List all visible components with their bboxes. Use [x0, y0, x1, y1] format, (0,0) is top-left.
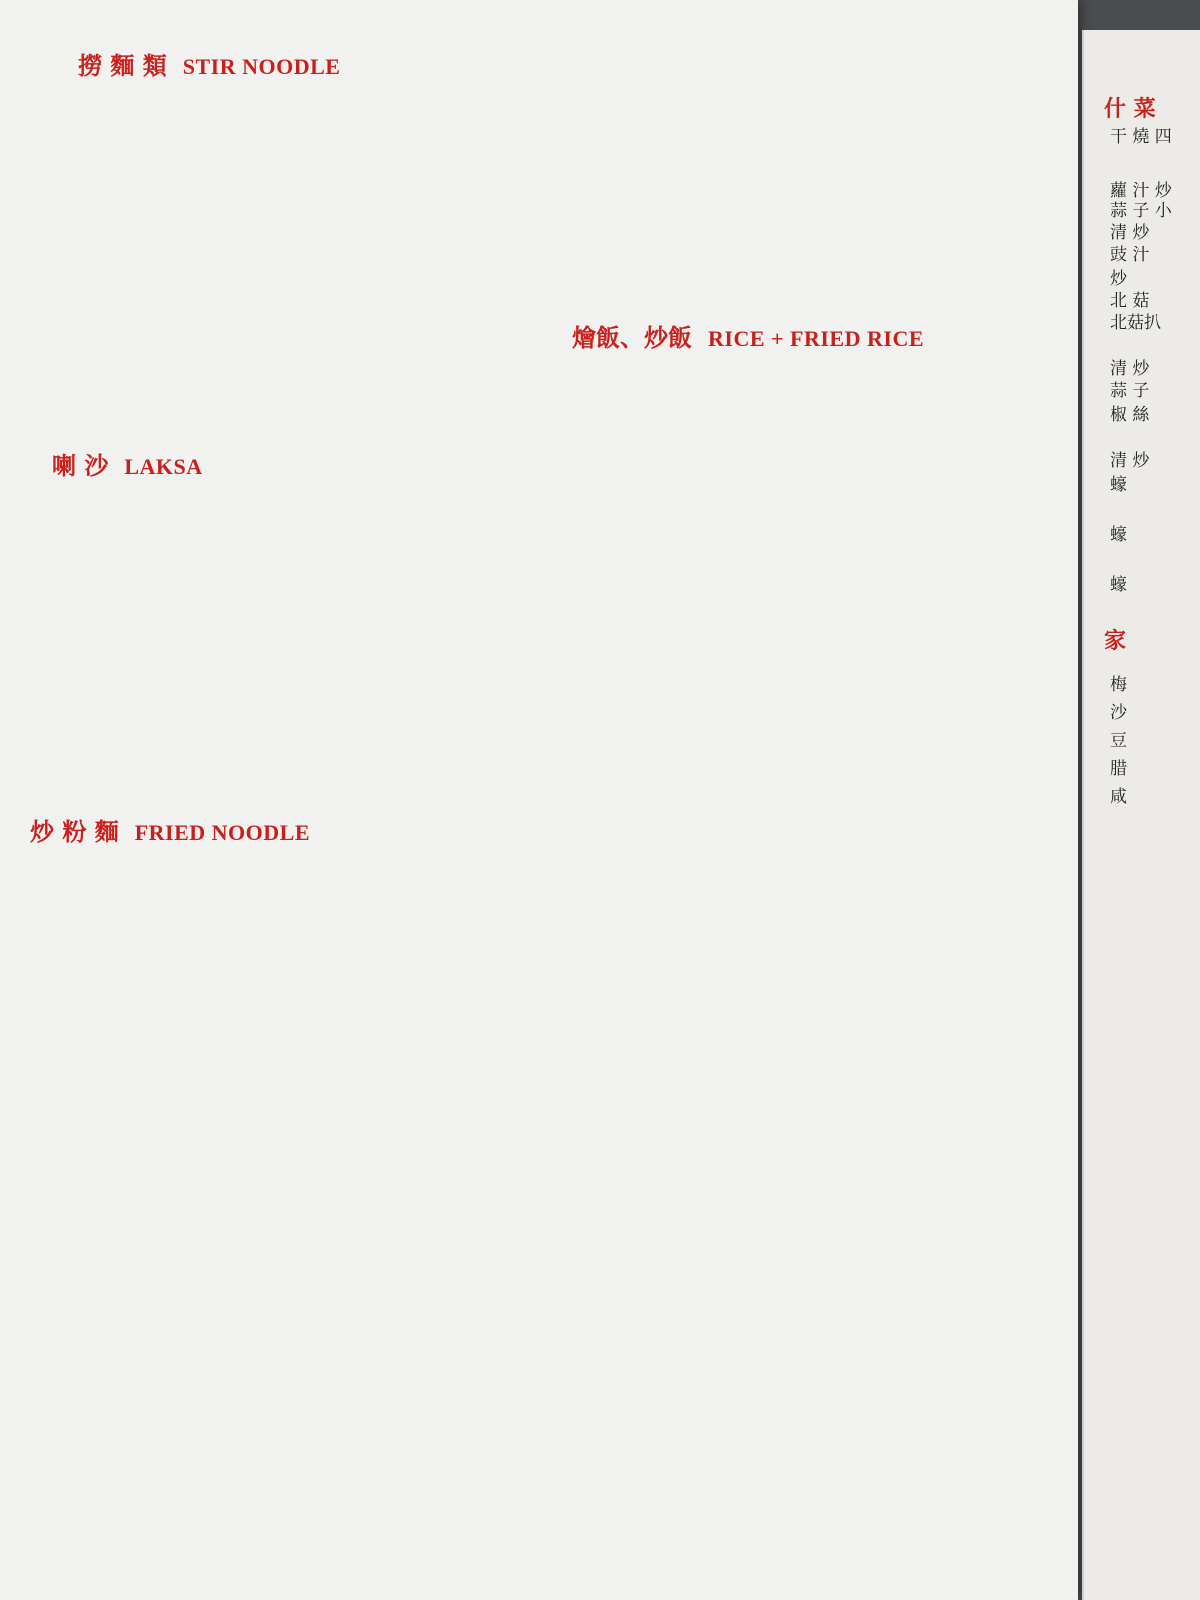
- next-page-fragment: 蒜 子 小: [1110, 201, 1172, 221]
- section-title-zh: 喇 沙: [52, 452, 109, 480]
- next-page-fragment: 蠔: [1110, 475, 1127, 495]
- next-page-fragment: 椒 絲: [1110, 405, 1150, 425]
- next-page-fragment: 清 炒: [1110, 223, 1150, 243]
- next-page-fragment: 炒: [1110, 269, 1127, 289]
- section-header-stir-noodle: [78, 46, 340, 81]
- next-page-fragment: 什 菜: [1104, 97, 1156, 122]
- next-page-fragment: 蒜 子: [1110, 381, 1150, 401]
- next-page-fragment: 腊: [1110, 759, 1127, 779]
- section-title-en: LAKSA: [124, 454, 203, 479]
- next-page-fragment: 北 菇: [1110, 291, 1150, 311]
- section-title-zh: 撈 麵 類: [78, 52, 167, 80]
- section-title-en: STIR NOODLE: [182, 54, 341, 79]
- section-header-rice: [572, 318, 924, 353]
- next-page-fragment: 蠔: [1110, 575, 1127, 595]
- next-page-fragment: 家: [1104, 629, 1127, 654]
- section-title-zh: 燴飯、炒飯: [572, 324, 692, 352]
- section-title-en: RICE + FRIED RICE: [708, 326, 925, 351]
- next-page-fragment: 梅: [1110, 675, 1127, 695]
- next-page-fragment: 清 炒: [1110, 359, 1150, 379]
- section-title-en: FRIED NOODLE: [134, 820, 311, 845]
- next-menu-page-edge: [1082, 30, 1200, 1600]
- next-page-fragment: 蠔: [1110, 525, 1127, 545]
- next-page-fragment: 干 燒 四: [1110, 127, 1172, 147]
- section-header-fried-noodle: [30, 812, 310, 847]
- next-page-fragment: 清 炒: [1110, 451, 1150, 471]
- next-page-fragment: 豆: [1110, 731, 1127, 751]
- next-page-fragment: 北菇扒: [1110, 313, 1161, 333]
- next-page-fragment: 蘿 汁 炒: [1110, 181, 1172, 201]
- next-page-fragment: 豉 汁: [1110, 245, 1150, 265]
- next-page-fragment: 咸: [1110, 787, 1127, 807]
- next-page-fragment: 沙: [1110, 703, 1127, 723]
- section-title-zh: 炒 粉 麵: [30, 818, 119, 846]
- section-header-laksa: [52, 446, 203, 481]
